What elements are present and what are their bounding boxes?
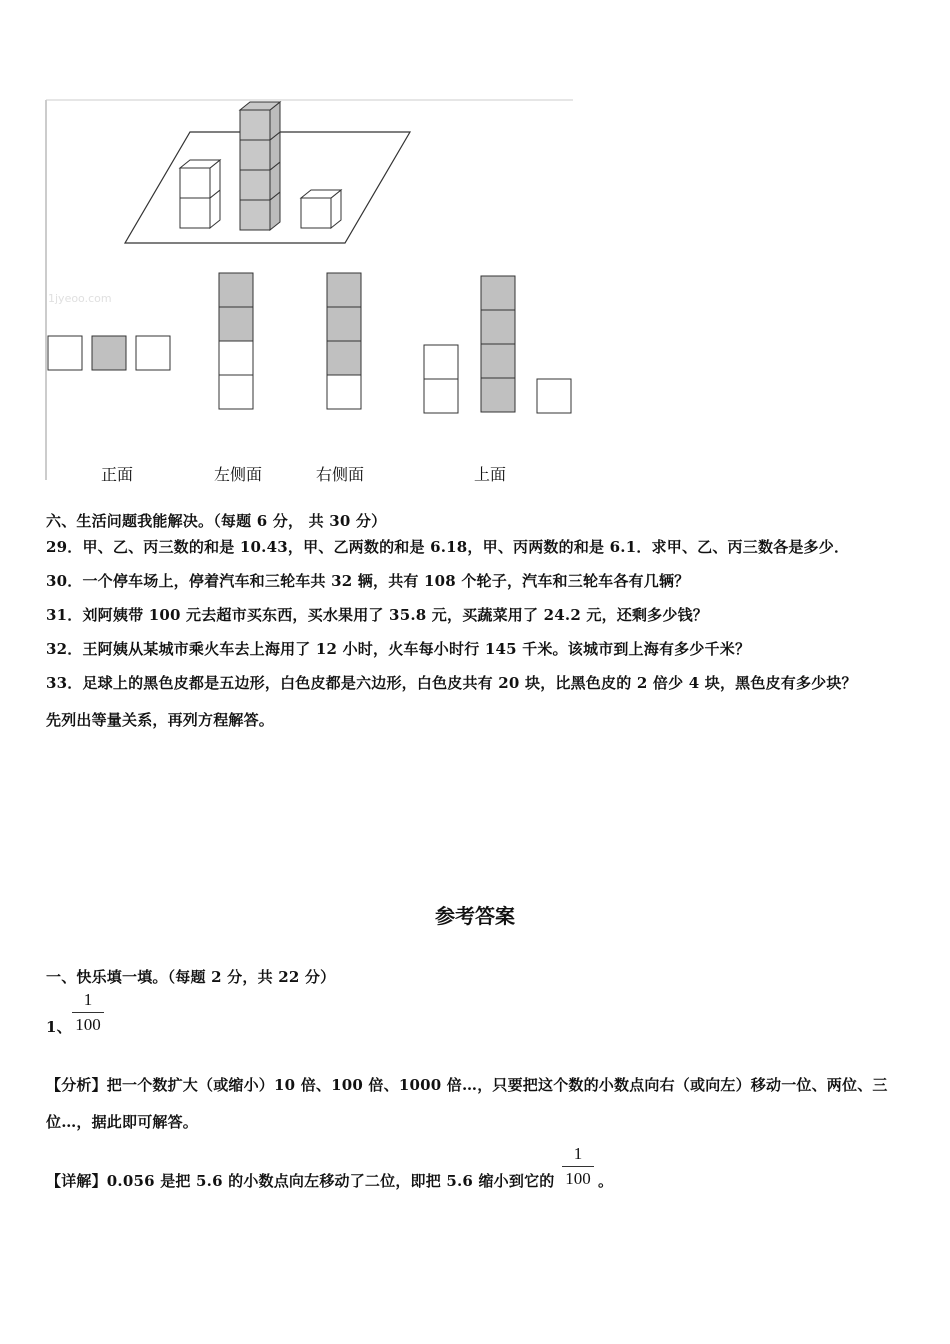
question-30: 30．一个停车场上，停着汽车和三轮车共 32 辆，共有 108 个轮子，汽车和三轮车各有几辆？ xyxy=(46,572,690,590)
label-right-view: 右侧面 xyxy=(316,465,365,484)
answers-title: 参考答案 xyxy=(435,904,515,928)
fraction-denominator: 100 xyxy=(565,1169,591,1188)
cube-views-figure xyxy=(45,98,575,483)
left-side-view xyxy=(219,273,253,409)
analysis-line-2: 位…，据此即可解答。 xyxy=(46,1113,199,1131)
section6-heading: 六、生活问题我能解决。（每题 6 分， 共 30 分） xyxy=(46,512,387,530)
fraction-numerator: 1 xyxy=(573,1144,583,1163)
fraction-bar xyxy=(72,1012,104,1013)
middle-cube-stack xyxy=(240,102,280,230)
fraction-numerator: 1 xyxy=(83,990,93,1009)
label-left-view: 左侧面 xyxy=(214,465,263,484)
watermark: 1jyeoo.com xyxy=(48,292,112,305)
top-view xyxy=(424,276,571,413)
front-view xyxy=(48,336,170,370)
detail-fraction xyxy=(562,1144,594,1189)
fraction-denominator: 100 xyxy=(75,1015,101,1034)
right-side-view xyxy=(327,273,361,409)
question-31: 31．刘阿姨带 100 元去超市买东西，买水果用了 35.8 元，买蔬菜用了 24.2 元，还剩多少钱？ xyxy=(46,606,708,624)
answer-1-fraction xyxy=(72,990,104,1035)
detail-text: 【详解】0.056 是把 5.6 的小数点向左移动了二位，即把 5.6 缩小到它的 xyxy=(46,1172,555,1190)
analysis-line-1: 【分析】把一个数扩大（或缩小）10 倍、100 倍、1000 倍…，只要把这个数的小数点向右（或向左）移动一位、两位、三 xyxy=(46,1076,888,1094)
question-33-continued: 先列出等量关系，再列方程解答。 xyxy=(46,711,275,729)
question-33: 33．足球上的黑色皮都是五边形，白色皮都是六边形，白色皮共有 20 块，比黑色皮的 2 倍少 4 块，黑色皮有多少块？ xyxy=(46,674,857,692)
label-top-view: 上面 xyxy=(474,465,507,484)
right-cube xyxy=(301,190,341,228)
question-29: 29．甲、乙、丙三数的和是 10.43，甲、乙两数的和是 6.18，甲、丙两数的和是 6.1．求甲、乙、丙三数各是多少． xyxy=(46,538,850,556)
label-front-view: 正面 xyxy=(101,465,134,484)
answer-1-prefix: 1、 xyxy=(46,1018,72,1036)
question-32: 32．王阿姨从某城市乘火车去上海用了 12 小时，火车每小时行 145 千米。该城市到上海有多少千米？ xyxy=(46,640,751,658)
left-cube-stack xyxy=(180,160,220,228)
detail-end: 。 xyxy=(598,1172,614,1190)
answers-section1-heading: 一、快乐填一填。（每题 2 分，共 22 分） xyxy=(46,968,336,986)
fraction-bar xyxy=(562,1166,594,1167)
